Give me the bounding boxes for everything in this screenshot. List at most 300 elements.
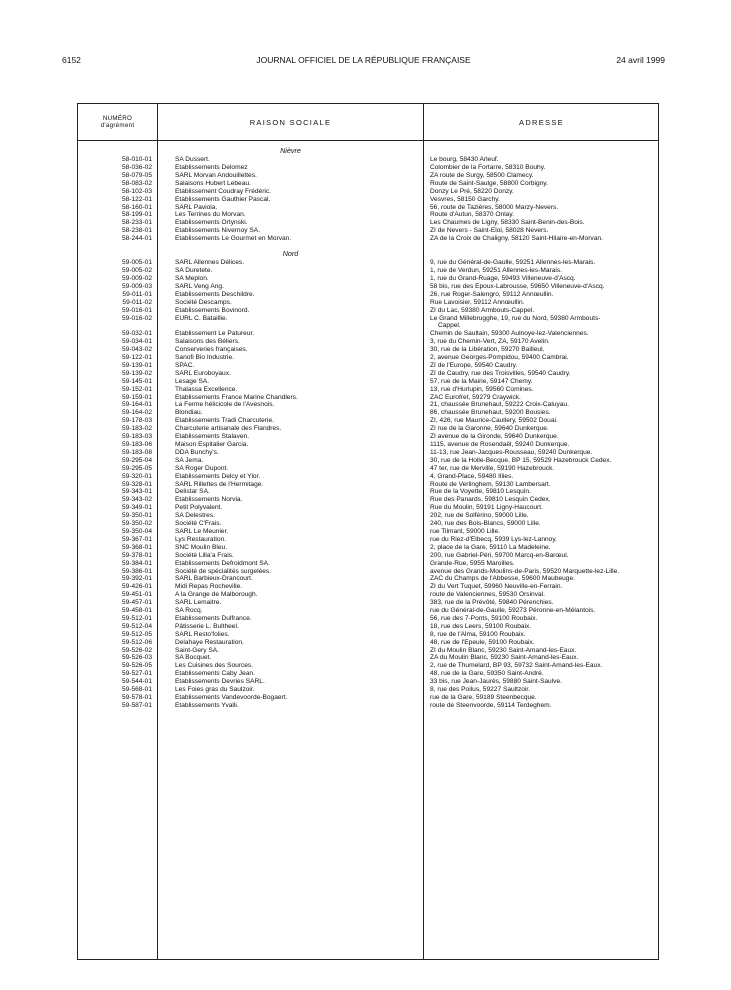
approval-number: 59-587-01: [121, 701, 152, 709]
address-line: 2, avenue Georges-Pompidou, 59400 Cambrai.: [430, 354, 569, 362]
table-row: [78, 354, 658, 362]
company-address: [430, 496, 654, 504]
company-name: Etablissement Coudray Frédéric.: [175, 187, 272, 195]
table-row: [78, 417, 658, 425]
table-row: [78, 473, 658, 481]
address-line: ZI avenue de la Gironde, 59640 Dunkerque.: [430, 433, 559, 441]
company-name: Delahaye Restauration.: [175, 638, 244, 646]
company-name: SA Delestres.: [175, 512, 215, 520]
approval-number: 59-568-01: [121, 686, 152, 694]
company-name: SARL Le Meunier.: [175, 527, 229, 535]
table-row: [78, 488, 658, 496]
address-line: ZI du Vert Tuquet, 59960 Neuville-en-Ferrain.: [430, 583, 563, 591]
approval-number: 59-164-02: [121, 409, 152, 417]
approval-number: 59-328-01: [121, 480, 152, 488]
table-row: [78, 560, 658, 568]
approval-number: 59-034-01: [121, 338, 152, 346]
approval-number: 59-350-02: [121, 520, 152, 528]
address-line: Le bourg, 58430 Arleuf.: [430, 156, 499, 164]
company-address: [430, 654, 654, 662]
approval-number: 59-320-01: [121, 472, 152, 480]
table-row: [78, 520, 658, 528]
approval-number: 59-349-01: [121, 504, 152, 512]
approval-number: 59-526-03: [121, 654, 152, 662]
address-line: ZI, 426, rue Maurice-Caullery, 59502 Douai.: [430, 417, 558, 425]
company-name: Etablissements Caby Jean.: [175, 670, 255, 678]
company-name: DDA Bunchy's.: [175, 448, 219, 456]
company-name: La Ferme hélicicole de l'Avesnois.: [175, 401, 275, 409]
address-line: 30, rue de la Holle-Becque, BP 15, 59529 Hazebrouck Cedex.: [430, 456, 612, 464]
company-name: Etablissements Devries SARL.: [175, 678, 265, 686]
company-name: Etablissements Gauthier Pascal.: [175, 195, 271, 203]
approval-number: 59-343-02: [121, 496, 152, 504]
company-address: [430, 512, 654, 520]
address-line: 26, rue Roger-Salengro, 59112 Annœullin.: [430, 290, 554, 298]
address-line: 2, place de la Gare, 59110 La Madeleine.: [430, 543, 551, 551]
company-address: [430, 575, 654, 583]
company-address: [430, 536, 654, 544]
address-line: 56, route de Tazières, 58000 Marzy-Nevers.: [430, 203, 559, 211]
company-address: [430, 164, 654, 172]
company-name: Saint-Gery SA.: [175, 646, 219, 654]
table-row: [78, 591, 658, 599]
company-name: Midi Repas Rocheville.: [175, 583, 243, 591]
address-line: ZI du Lac, 59380 Armbouts-Cappel.: [430, 306, 535, 314]
company-name: Charcuterie artisanale des Flandres.: [175, 425, 282, 433]
approval-number: 59-384-01: [121, 559, 152, 567]
company-name: EURL C. Bataillie.: [175, 314, 228, 322]
approval-number: 59-183-03: [121, 433, 152, 441]
address-line: 240, rue des Bois-Blancs, 59000 Lille.: [430, 520, 541, 528]
company-address: [430, 544, 654, 552]
company-address: [430, 259, 654, 267]
company-name: Etablissements Le Gourmet en Morvan.: [175, 235, 292, 243]
address-line: Les Chaumes de Ligny, 58330 Saint-Benin-des-Bois.: [430, 219, 585, 227]
company-name: Sanofi Bio Industrie.: [175, 354, 235, 362]
company-address: [430, 291, 654, 299]
table-body: [78, 145, 658, 710]
table-row: [78, 227, 658, 235]
company-name: Salaisons Hubert Lebeau.: [175, 179, 251, 187]
address-line: 48, rue de la Gare, 59350 Saint-André.: [430, 670, 544, 678]
company-name: SA Meplon.: [175, 274, 209, 282]
company-name: Salaisons des Béliers.: [175, 338, 240, 346]
company-name: Thalassa Excellence.: [175, 385, 238, 393]
company-name: Etablissements Defroidmont SA.: [175, 559, 270, 567]
approval-number: 59-295-05: [121, 464, 152, 472]
table-row: [78, 267, 658, 275]
registry-table: [77, 103, 659, 960]
approval-number: 58-244-01: [121, 235, 152, 243]
approval-number: 59-578-01: [121, 694, 152, 701]
address-line: Vesvres, 58150 Garchy.: [430, 195, 500, 203]
address-line: 21, chaussée Brunehaut, 59222 Croix-Caluyau.: [430, 401, 569, 409]
company-address: [430, 267, 654, 275]
approval-number: 58-079-05: [121, 171, 152, 179]
approval-number: 59-009-03: [121, 282, 152, 290]
company-name: SA Roger Dupont.: [175, 464, 229, 472]
company-address: [430, 235, 654, 243]
company-name: Lys Restauration.: [175, 535, 227, 543]
address-line: Route d'Autun, 58370 Onlay.: [430, 211, 514, 219]
table-row: [78, 449, 658, 457]
approval-number: 59-512-06: [121, 638, 152, 646]
approval-number: 59-367-01: [121, 535, 152, 543]
address-line: ZI de Caudry, rue des Troisvilles, 59540 Caudry.: [430, 369, 571, 377]
table-row: [78, 568, 658, 576]
company-name: Maison Espitalier Garcia.: [175, 441, 249, 448]
company-name: Société Descamps.: [175, 298, 232, 306]
table-row: [78, 441, 658, 449]
company-address: [430, 488, 654, 496]
address-line: Le Grand Millebrugghe, 19, rue du Nord, 59380 Armbouts-: [430, 314, 601, 322]
department-heading: [78, 248, 423, 259]
address-line: 30, rue de la Libération, 59270 Bailleul.: [430, 346, 545, 354]
company-name: SARL Veng Ang.: [175, 282, 224, 290]
company-name: Etablissements Dulfrance.: [175, 614, 252, 622]
company-name: SA Dussert.: [175, 156, 210, 164]
approval-number: 59-005-02: [121, 267, 152, 275]
approval-number: 58-083-02: [121, 179, 152, 187]
company-address: [430, 465, 654, 473]
company-address: [430, 457, 654, 465]
table-row: [78, 702, 658, 710]
company-name: Etablissements Tradi Charcuterie.: [175, 417, 274, 425]
table-row: [78, 599, 658, 607]
approval-number: 58-036-02: [121, 164, 152, 171]
address-line: rue Tilmant, 59000 Lille.: [430, 527, 501, 535]
company-address: [430, 211, 654, 219]
approval-number: 59-526-02: [121, 646, 152, 654]
address-line: ZAC du Champs de l'Abbesse, 59600 Maubeuge.: [430, 575, 575, 583]
approval-number: 59-343-01: [121, 488, 152, 496]
company-name: Les Foies gras du Saulzoir.: [175, 686, 255, 694]
approval-number: 59-016-02: [121, 314, 152, 322]
address-line: 18, rue des Leers, 59100 Roubaix.: [430, 622, 532, 630]
company-address: [430, 473, 654, 481]
company-address: [430, 599, 654, 607]
company-name: SA Bocquet.: [175, 654, 212, 662]
table-row: [78, 639, 658, 647]
company-address: [430, 591, 654, 599]
approval-number: 59-011-02: [122, 298, 152, 306]
company-address: [430, 401, 654, 409]
address-line: rue du Riez-d'Elbecq, 5939 Lys-lez-Lannoy.: [430, 535, 557, 543]
approval-number: 59-512-05: [121, 630, 152, 638]
table-row: [78, 686, 658, 694]
company-name: Société de spécialités surgelées.: [175, 567, 272, 575]
column-header-number-line1: NUMÉRO: [102, 114, 133, 122]
approval-number: 59-139-02: [121, 369, 152, 377]
company-address: [430, 386, 654, 394]
company-name: Etablissement Le Patureur.: [175, 330, 255, 338]
address-line: route de Steenvoorde, 59114 Terdeghem.: [430, 701, 552, 709]
approval-number: 58-122-01: [121, 195, 152, 203]
table-row: [78, 172, 658, 180]
approval-number: 59-152-01: [121, 385, 152, 393]
table-row: [78, 362, 658, 370]
approval-number: 58-199-01: [121, 211, 152, 219]
column-header-number-line2: d'agrément: [100, 122, 135, 129]
company-name: SA Jema.: [175, 456, 204, 464]
company-address: [430, 694, 654, 702]
approval-number: 59-350-04: [121, 527, 152, 535]
company-address: [430, 607, 654, 615]
address-line: 11-13, rue Jean-Jacques-Rousseau, 59240 Dunkerque.: [430, 448, 593, 456]
approval-number: 59-458-01: [121, 607, 152, 615]
company-address: [430, 520, 654, 528]
approval-number: 59-527-01: [121, 670, 152, 678]
column-header-address: ADRESSE: [519, 117, 564, 127]
journal-title: JOURNAL OFFICIEL DE LA RÉPUBLIQUE FRANÇAISE: [256, 55, 471, 65]
company-name: SARL Lemaitre.: [175, 599, 222, 607]
approval-number: 59-451-01: [121, 591, 152, 599]
address-line: 1115, avenue de Rosendaël, 59240 Dunkerque.: [430, 441, 570, 448]
company-address: [430, 615, 654, 623]
company-address: [430, 275, 654, 283]
approval-number: 59-386-01: [121, 567, 152, 575]
company-name: Delistar SA.: [175, 488, 210, 496]
company-name: Lesage SA.: [175, 377, 210, 385]
address-line: 1, rue de Verdun, 59251 Allennes-les-Marais.: [430, 267, 562, 275]
company-name: SARL Allennes Délices.: [175, 259, 245, 267]
company-address: [430, 338, 654, 346]
page-header: [62, 55, 665, 69]
table-row: [78, 164, 658, 172]
table-row: [78, 544, 658, 552]
address-line: route de Valenciennes, 59530 Orsinval.: [430, 591, 545, 599]
company-address: [430, 196, 654, 204]
table-header: [78, 104, 658, 141]
company-name: SARL Barbieux-Drancourt.: [175, 575, 253, 583]
company-address: [430, 417, 654, 425]
address-line: 48, rue de l'Epeule, 59100 Roubaix.: [430, 638, 535, 646]
address-line: Rue du Moulin, 59191 Ligny-Haucourt.: [430, 504, 543, 512]
company-name: Blondiau.: [175, 409, 203, 417]
approval-number: 58-160-01: [121, 203, 152, 211]
company-address: [430, 394, 654, 402]
company-name: SA Duretete.: [175, 267, 213, 275]
company-address: [430, 378, 654, 386]
table-row: [78, 528, 658, 536]
address-line: 1, rue du Grand-Ruage, 59493 Villeneuve-d'Ascq.: [430, 274, 576, 282]
address-line: Rue Lavoisier, 59112 Annœullin.: [430, 298, 525, 306]
address-line: Route de Verlinghem, 59130 Lambersart.: [430, 480, 551, 488]
table-row: [78, 575, 658, 583]
table-row: [78, 678, 658, 686]
department-name: Nord: [282, 249, 299, 259]
table-row: [78, 465, 658, 473]
table-row: [78, 196, 658, 204]
company-address: [430, 283, 654, 291]
company-address: [430, 346, 654, 354]
company-name: Société C'Frais.: [175, 520, 222, 528]
company-name: SA Rocq.: [175, 607, 203, 615]
address-line: 2, rue de Thumelard, BP 93, 59732 Saint-Amand-les-Eaux.: [430, 662, 603, 670]
table-row: [78, 259, 658, 267]
table-row: [78, 536, 658, 544]
company-address: [430, 449, 654, 457]
address-line: Colombier de la Fortarre, 58310 Bouhy.: [430, 164, 546, 171]
table-row: [78, 512, 658, 520]
company-address: [430, 647, 654, 655]
address-line: ZI de l'Europe, 59540 Caudry.: [430, 361, 518, 369]
address-line: 56, rue des 7-Ponts, 59100 Roubaix.: [430, 614, 538, 622]
company-address: [430, 670, 654, 678]
company-address: [430, 362, 654, 370]
approval-number: 59-544-01: [121, 678, 152, 686]
department-heading: [78, 145, 423, 156]
table-row: [78, 283, 658, 291]
approval-number: 59-009-02: [121, 274, 152, 282]
address-line: 57, rue de la Mairie, 59147 Chemy.: [430, 377, 533, 385]
table-row: [78, 188, 658, 196]
table-row: [78, 552, 658, 560]
table-row: [78, 180, 658, 188]
company-name: Etablissements Stalaven.: [175, 433, 250, 441]
table-row: [78, 496, 658, 504]
company-address: [430, 686, 654, 694]
company-address: [430, 639, 654, 647]
publication-date: 24 avril 1999: [616, 55, 665, 65]
address-line: rue de la Gare, 59189 Steenbecque.: [430, 694, 537, 701]
company-name: Petit Polyvalent.: [175, 504, 223, 512]
approval-number: 59-512-04: [121, 622, 152, 630]
table-row: [78, 504, 658, 512]
approval-number: 59-122-01: [121, 354, 152, 362]
address-line: ZA de la Croix de Chaligny, 58120 Saint-Hilaire-en-Morvan.: [430, 235, 603, 243]
address-line: 3, rue du Chemin-Vert, ZA, 59170 Avelin.: [430, 338, 550, 346]
address-line: Grande-Rue, 5955 Maroilles.: [430, 559, 515, 567]
company-name: Société Lilla'a Frais.: [175, 551, 234, 559]
company-name: Etablissements Norvia.: [175, 496, 243, 504]
table-row: [78, 694, 658, 702]
company-address: [430, 330, 654, 338]
company-address: [430, 307, 654, 315]
table-row: [78, 654, 658, 662]
approval-number: 59-043-02: [121, 346, 152, 354]
company-name: SARL Rillettes de l'Hermitage.: [175, 480, 264, 488]
company-name: SARL Morvan Andouillettes.: [175, 171, 257, 179]
table-row: [78, 394, 658, 402]
approval-number: 59-005-01: [121, 259, 152, 267]
approval-number: 59-392-01: [121, 575, 152, 583]
company-name: Les Cuisines des Sources.: [175, 662, 254, 670]
company-address: [430, 204, 654, 212]
address-line: 47 ter, rue de Merville, 59190 Hazebrouck.: [430, 464, 555, 472]
table-row: [78, 275, 658, 283]
company-name: A la Grange de Malborough.: [175, 591, 258, 599]
approval-number: 59-426-01: [121, 583, 152, 591]
approval-number: 59-183-06: [121, 441, 152, 448]
table-row: [78, 433, 658, 441]
department-name: Nièvre: [280, 146, 301, 155]
table-row: [78, 330, 658, 338]
table-row: [78, 662, 658, 670]
address-line: ZAC Eurofret, 59279 Craywick.: [430, 393, 521, 401]
approval-number: 59-183-08: [121, 448, 152, 456]
table-row: [78, 219, 658, 227]
approval-number: 59-512-01: [121, 614, 152, 622]
company-name: SNC Moulin Bleu.: [175, 543, 228, 551]
table-row: [78, 425, 658, 433]
company-address: [430, 568, 654, 576]
company-name: Conserveries françaises.: [175, 346, 248, 354]
column-header-name: RAISON SOCIALE: [249, 117, 332, 127]
approval-number: 59-159-01: [121, 393, 152, 401]
table-row: [78, 670, 658, 678]
company-address: [430, 433, 654, 441]
table-row: [78, 370, 658, 378]
address-line: rue du Général-de-Gaulle, 59273 Péronne-en-Mélantois.: [430, 607, 596, 615]
address-line: Chemin de Saultain, 59300 Aulnoye-lez-Valenciennes.: [430, 330, 589, 338]
approval-number: 59-368-01: [121, 543, 152, 551]
company-address: [430, 370, 654, 378]
company-address: [430, 172, 654, 180]
approval-number: 59-350-01: [121, 512, 152, 520]
address-line: Rue de la Voyette, 59810 Lesquin.: [430, 488, 531, 496]
company-name: Etablissements Delomez: [175, 164, 248, 171]
company-address: [430, 409, 654, 417]
company-name: SARL Paviola.: [175, 203, 218, 211]
company-name: SARL Resto'folies.: [175, 630, 230, 638]
address-line: ZA route de Surgy, 58500 Clamecy.: [430, 171, 534, 179]
table-row: [78, 378, 658, 386]
approval-number: 59-183-02: [121, 425, 152, 433]
address-line: avenue des Grands-Moulins-de-Paris, 59520 Marquette-lez-Lille.: [430, 567, 620, 575]
company-name: Etablissements Ortynski.: [175, 219, 248, 227]
approval-number: 58-233-01: [121, 219, 152, 227]
company-address: [430, 441, 654, 449]
address-line: 13, rue d'Hurlupin, 59560 Comines.: [430, 385, 534, 393]
approval-number: 59-378-01: [121, 551, 152, 559]
approval-number: 59-011-01: [122, 290, 152, 298]
address-line: 8, rue des Poilus, 59227 Saultzoir.: [430, 686, 531, 694]
table-row: [78, 291, 658, 299]
company-address: [430, 299, 654, 307]
table-row: [78, 307, 658, 315]
column-header-number: [78, 104, 157, 140]
approval-number: 59-145-01: [121, 377, 152, 385]
company-address: [430, 560, 654, 568]
address-line: 4, Grand-Place, 59480 Illies.: [430, 472, 514, 480]
table-row: [78, 409, 658, 417]
table-row: [78, 235, 658, 243]
company-name: SARL Euroboyaux.: [175, 369, 231, 377]
table-row: [78, 386, 658, 394]
table-row: [78, 204, 658, 212]
company-address: [430, 631, 654, 639]
address-line: 86, chaussée Brunehaut, 59200 Bousies.: [430, 409, 551, 417]
address-line: Route de Saint-Saulge, 58800 Corbigny.: [430, 179, 548, 187]
company-address: [430, 354, 654, 362]
address-line: 9, rue du Général-de-Gaulle, 59251 Allennes-les-Marais.: [430, 259, 596, 267]
table-row: [78, 156, 658, 164]
address-line: 200, rue Gabriel-Péri, 59700 Marcq-en-Barœul.: [430, 551, 569, 559]
company-name: Etablissements Nivernoy SA.: [175, 227, 261, 235]
address-line: Rue des Panards, 59810 Lesquin Cedex.: [430, 496, 551, 504]
address-line: Donzy Le Pré, 58220 Donzy.: [430, 187, 514, 195]
table-row: [78, 583, 658, 591]
company-name: Les Terrines du Morvan.: [175, 211, 246, 219]
approval-number: 59-032-01: [121, 330, 152, 338]
table-row: [78, 315, 658, 331]
approval-number: 59-295-04: [121, 456, 152, 464]
company-address: [430, 583, 654, 591]
approval-number: 58-238-01: [121, 227, 152, 235]
company-address: [430, 156, 654, 164]
company-address: [430, 425, 654, 433]
